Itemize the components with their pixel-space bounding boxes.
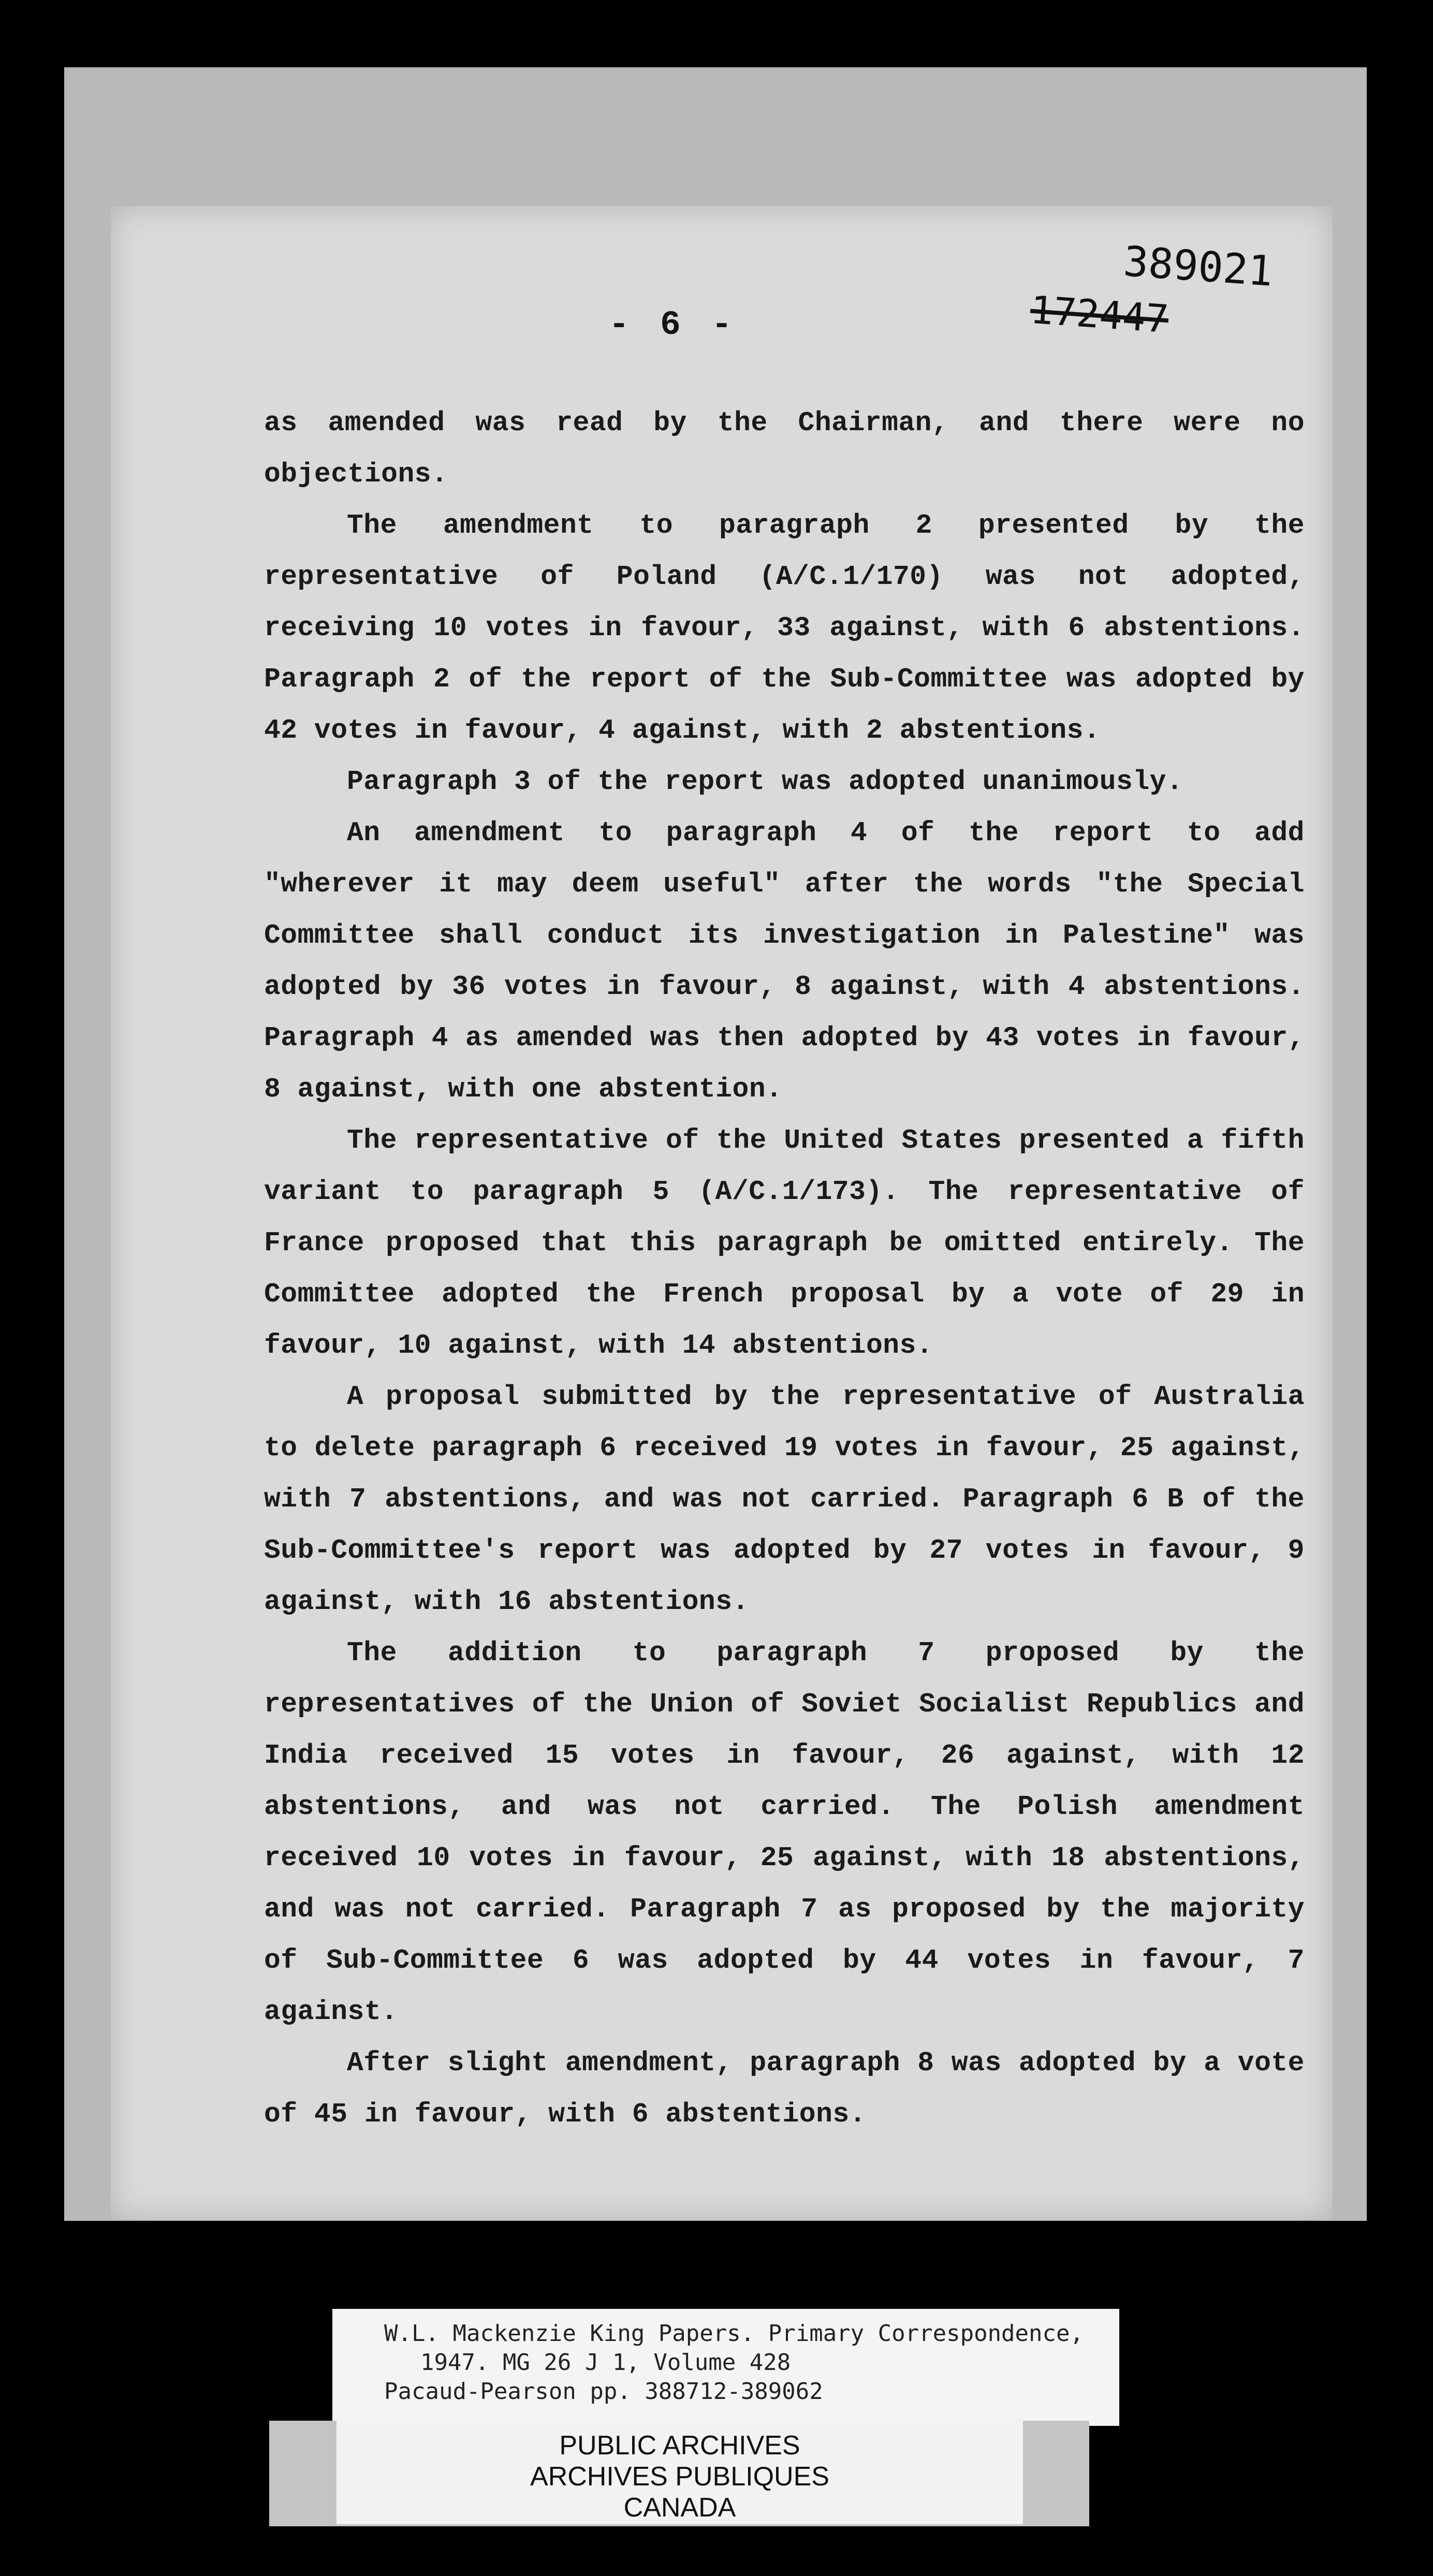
stamp-number: 389021: [1122, 237, 1275, 296]
archive-stamp-line: CANADA: [623, 2493, 736, 2523]
paragraph: After slight amendment, paragraph 8 was adopted by a vote of 45 in favour, with 6 abstentions.: [264, 2047, 1305, 2130]
archive-reference-card: [332, 2309, 1119, 2426]
reference-line: Pacaud-Pearson pp. 388712-389062: [384, 2378, 823, 2405]
paragraph: Paragraph 3 of the report was adopted unanimously.: [347, 766, 1183, 797]
paragraph: as amended was read by the Chairman, and there were no objections.: [264, 407, 1305, 490]
archive-stamp: [337, 2421, 1023, 2524]
paragraph: An amendment to paragraph 4 of the report to add "wherever it may deem useful" after the words "the Special Committee shall conduct its investigation in Palestine" was adopted by 36 votes in favour, 8 against, with 4 abstentions. Paragraph 4 as amended was then adopted by 43 votes in favour, 8 against, with one abstention.: [264, 817, 1305, 1105]
paragraph: A proposal submitted by the representative of Australia to delete paragraph 6 received 19 votes in favour, 25 against, with 7 abstentions, and was not carried. Paragraph 6 B of the Sub-Committee's report was adopted by 27 votes in favour, 9 against, with 16 abstentions.: [264, 1381, 1305, 1617]
archive-stamp-line: ARCHIVES PUBLIQUES: [530, 2462, 829, 2492]
archive-stamp-line: PUBLIC ARCHIVES: [559, 2431, 800, 2461]
paragraph: The addition to paragraph 7 proposed by the representatives of the Union of Soviet Socialist Republics and India received 15 votes in favour, 26 against, with 12 abstentions, and was not carried. The Polish amendment received 10 votes in favour, 25 against, with 18 abstentions, and was not carried. Paragraph 7 as proposed by the majority of Sub-Committee 6 was adopted by 44 votes in favour, 7 against.: [264, 1637, 1305, 2027]
document-body: [264, 398, 1305, 2140]
page-number: - 6 -: [608, 305, 738, 344]
paragraph: The amendment to paragraph 2 presented by the representative of Poland (A/C.1/170) was not adopted, receiving 10 votes in favour, 33 against, with 6 abstentions. Paragraph 2 of the report of the Sub-Committee was adopted by 42 votes in favour, 4 against, with 2 abstentions.: [264, 510, 1305, 746]
paragraph: The representative of the United States presented a fifth variant to paragraph 5 (A/C.1/173). The representative of France proposed that this paragraph be omitted entirely. The Committee adopted the French proposal by a vote of 29 in favour, 10 against, with 14 abstentions.: [264, 1125, 1305, 1361]
reference-line: W.L. Mackenzie King Papers. Primary Correspondence,: [384, 2320, 1084, 2347]
reference-line: 1947. MG 26 J 1, Volume 428: [420, 2349, 791, 2376]
struck-number: 172447: [1029, 287, 1170, 342]
